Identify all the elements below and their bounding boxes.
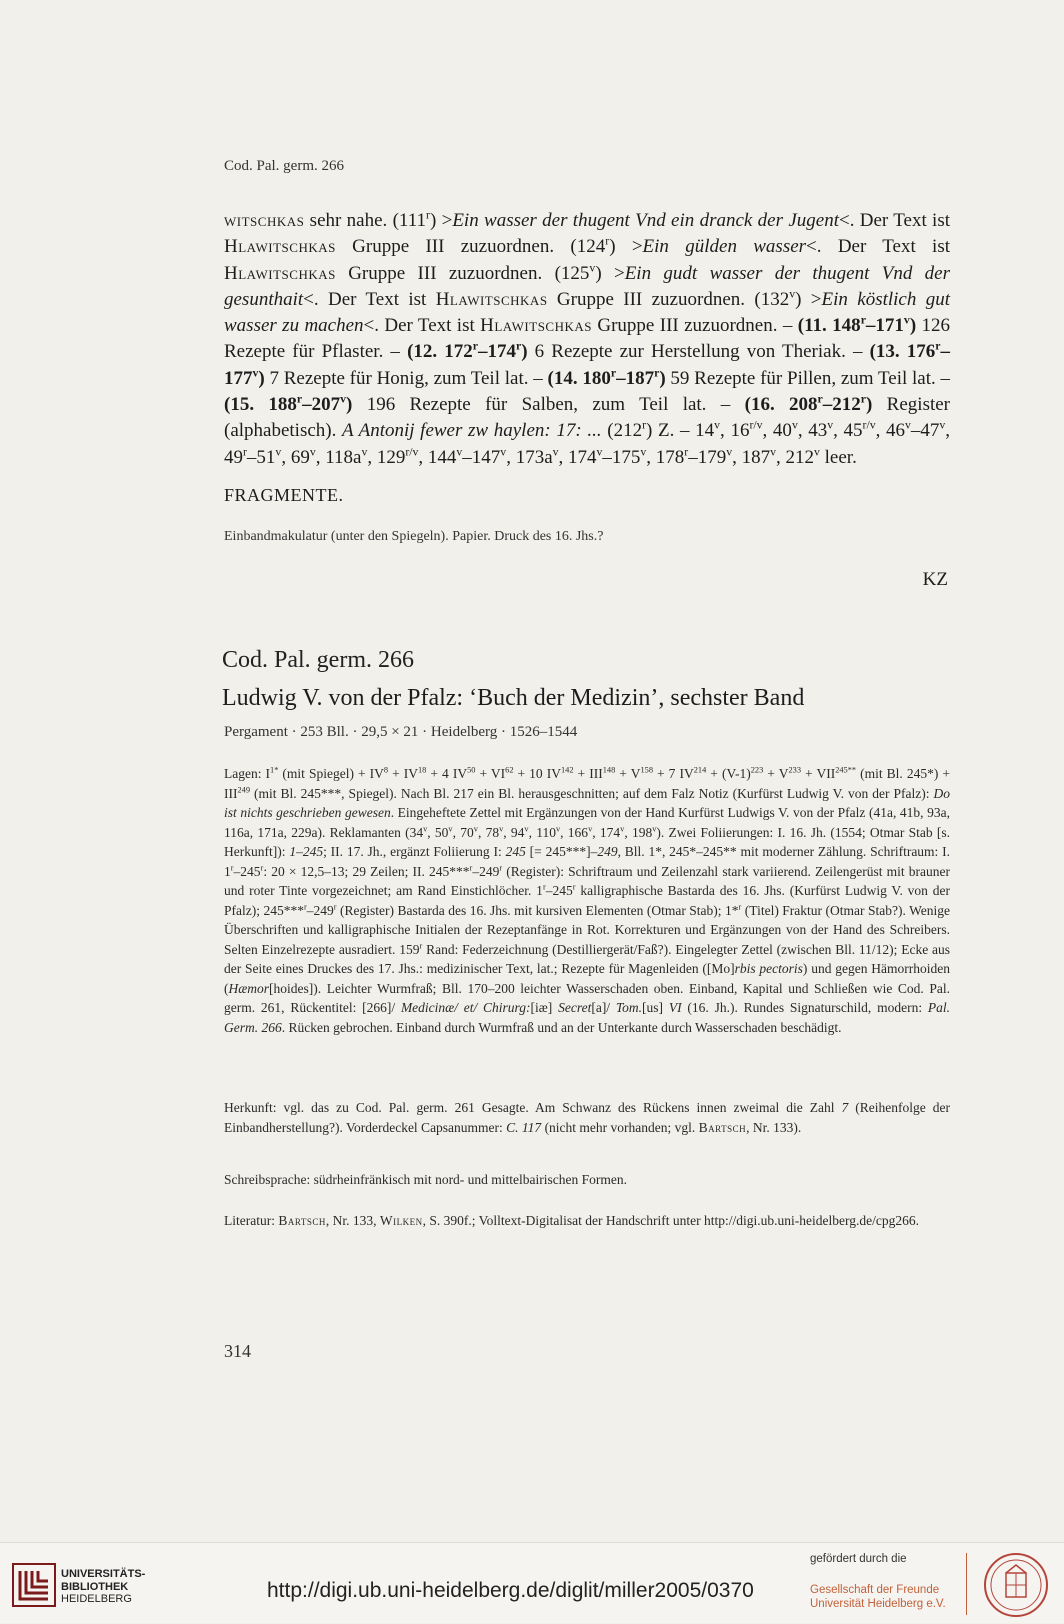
entry-description: Lagen: $I^{1*}$ (mit Spiegel) + $IV^8 + IV^{18} + 4$ $IV^{50} + VI^{62} + 10$ $IV^{142} + III^{148} + V^{158} + 7$ $IV^{214} + (V-1)^{223} + V^{233} + VII^{245**}$ (mit Bl. $245*) + III^{249}$ (mit Bl. 245***, Spiegel). Nach Bl. 217 ein Bl. herausgeschnitten; auf dem Falz Notiz (Kurfürst Ludwig V. von der Pfalz): Do ist nichts geschrieben gewesen. Eingeheftete Zettel mit Ergänzungen von der Hand Kurfürst Ludwigs V. von der Pfalz (41a, 41b, 93a, 116a, 171a, 229a). Reklamanten (34$^v$, 50$^v$, 70$^v$, 78$^v$, 94$^v$, 110$^v$, 166$^v$, 174$^v$, 198$^v$). Zwei Foliierungen: I. 16. Jh. (1554; Otmar Stab [s. Herkunft]): 1–245; II. 17. Jh., ergänzt Foliierung I: 245 [= 245***]–249, Bll. 1*, 245*–245** mit moderner Zählung. Schriftraum: I. 1$^r$–245$^r$: 20 × 12,5–13; 29 Zeilen; II. 245***$^r$–249$^r$ (Register): Schriftraum und Zeilenzahl stark variierend. Zeilengerüst mit brauner und roter Tinte vorgezeichnet; am Rand Einstichlöcher. 1$^r$–245$^r$ kalligraphische Bastarda des 16. Jhs. (Kurfürst Ludwig V. von der Pfalz); 245***$^r$–249$^r$ (Register) Bastarda des 16. Jhs. mit kursiven Elementen (Otmar Stab); 1*$^r$ (Titel) Fraktur (Otmar Stab?). Wenige Überschriften und kalligraphische Initialen der Rezeptanfänge in Rot. Korrekturen und Ergänzungen von der Hand des Schreibers. Selten Einzelrezepte ausradiert. 159$^r$ Rand: Federzeichnung (Destilliergerät/Faß?). Eingelegter Zettel (zwischen Bll. 11/12); Ecke aus der Seite eines Druckes des 17. Jhs.: medizinischer Text, lat.; Rezepte für Magenleiden ([Mo]rbis pectoris) und gegen Hämorrhoiden (Hæmor[hoides]). Leichter Wurmfraß; Bll. 170–200 leichter Wasserschaden oben. Einband, Kapital und Schließen wie Cod. Pal. germ. 261, Rückentitel: [266]/ Medicinæ/ et/ Chirurg:[iæ] Secret[a]/ Tom.[us] VI (16. Jh.). Rundes Signaturschild, modern: Pal. Germ. 266. Rücken gebrochen. Einband durch Wurmfraß und an der Unterkante durch Wasserschaden beschädigt. — [224, 765, 951, 1035]
library-name-line1: UNIVERSITÄTS- — [61, 1568, 146, 1580]
page-number: 314 — [224, 1341, 251, 1361]
entry-meta: Pergament · 253 Bll. · 29,5 × 21 · Heidelberg · 1526–1544 — [224, 724, 578, 740]
sponsor-name-line1: Gesellschaft der Freunde — [810, 1584, 940, 1596]
library-name-line3: HEIDELBERG — [61, 1593, 132, 1605]
running-head: Cod. Pal. germ. 266 — [224, 158, 344, 174]
library-name-line2: BIBLIOTHEK — [61, 1580, 129, 1593]
fragmente-text: Einbandmakulatur (unter den Spiegeln). Papier. Druck des 16. Jhs.? — [224, 529, 604, 544]
library-logo-icon[interactable] — [12, 1563, 56, 1612]
sponsor-name[interactable] — [810, 1583, 946, 1611]
entry-herkunft: Herkunft: vgl. das zu Cod. Pal. germ. 261 Gesagte. Am Schwanz des Rückens innen zweimal die Zahl 7 (Reihenfolge der Einbandherstellung?). Vorderdeckel Capsanummer: C. 117 (nicht mehr vorhanden; vgl. Bartsch, Nr. 133). — [224, 1100, 950, 1135]
footer-divider — [966, 1553, 967, 1615]
permalink-url[interactable]: http://digi.ub.uni-heidelberg.de/diglit/miller2005/0370 — [267, 1579, 754, 1602]
entry-shelfmark: Cod. Pal. germ. 266 — [222, 647, 414, 673]
library-name — [61, 1568, 145, 1606]
sponsor-name-line2: Universität Heidelberg e.V. — [810, 1598, 946, 1610]
university-seal-icon — [980, 1551, 1052, 1624]
fragmente-heading: FRAGMENTE. — [224, 485, 344, 505]
entry-title: Ludwig V. von der Pfalz: ‘Buch der Medizin’, sechster Band — [222, 685, 805, 711]
author-initials: KZ — [922, 569, 948, 590]
continuation-paragraph: witschkas sehr nahe. $(111^r) >Ein$ wasser der thugent Vnd ein dranck der Jugent<. Der Text ist Hlawitschkas Gruppe III zuzuordnen. $(124^r) >Ein$ gülden wasser<. Der Text ist Hlawitschkas Gruppe III zuzuordnen. $(125^v) >Ein$ gudt wasser der thugent Vnd der gesunthait<. Der Text ist Hlawitschkas Gruppe III zuzuordnen. $(132^v) >Ein$ köstlich gut wasser zu machen<. Der Text ist Hlawitschkas Gruppe III zuzuordnen. – (11. 148$^r$–171$^v$) 126 Rezepte für Pflaster. – (12. 172$^r$–174$^r$) 6 Rezepte zur Herstellung von Theriak. – (13. 176$^r$–177$^v$) 7 Rezepte für Honig, zum Teil lat. – (14. 180$^r$–187$^r$) 59 Rezepte für Pillen, zum Teil lat. – (15. 188$^r$–207$^v$) 196 Rezepte für Salben, zum Teil lat. – (16. 208$^r$–212$^r$) Register (alphabetisch). A Antonij fewer zw haylen: 17: ... (212$^r$) Z. – 14$^v$, $16^{r/v}$, 40$^v$, 43$^v$, $45^{r/v}$, 46$^v$–47$^v$, 49$^r$–51$^v$, 69$^v$, $118a^v$, $129^{r/v}$, 144$^v$–147$^v$, $173a^v$, 174$^v$–175$^v$, 178$^r$–179$^v$, 187$^v$, 212$^v$ leer. — [224, 208, 951, 468]
entry-literatur: Literatur: Bartsch, Nr. 133, Wilken, S. 390f.; Volltext-Digitalisat der Handschrift unter http://digi.ub.uni-heidelberg.de/cpg266. — [224, 1213, 919, 1228]
digitization-footer — [0, 1542, 1064, 1623]
sponsor-label: gefördert durch die — [810, 1553, 907, 1565]
entry-schreibsprache: Schreibsprache: südrheinfränkisch mit nord- und mittelbairischen Formen. — [224, 1172, 628, 1187]
